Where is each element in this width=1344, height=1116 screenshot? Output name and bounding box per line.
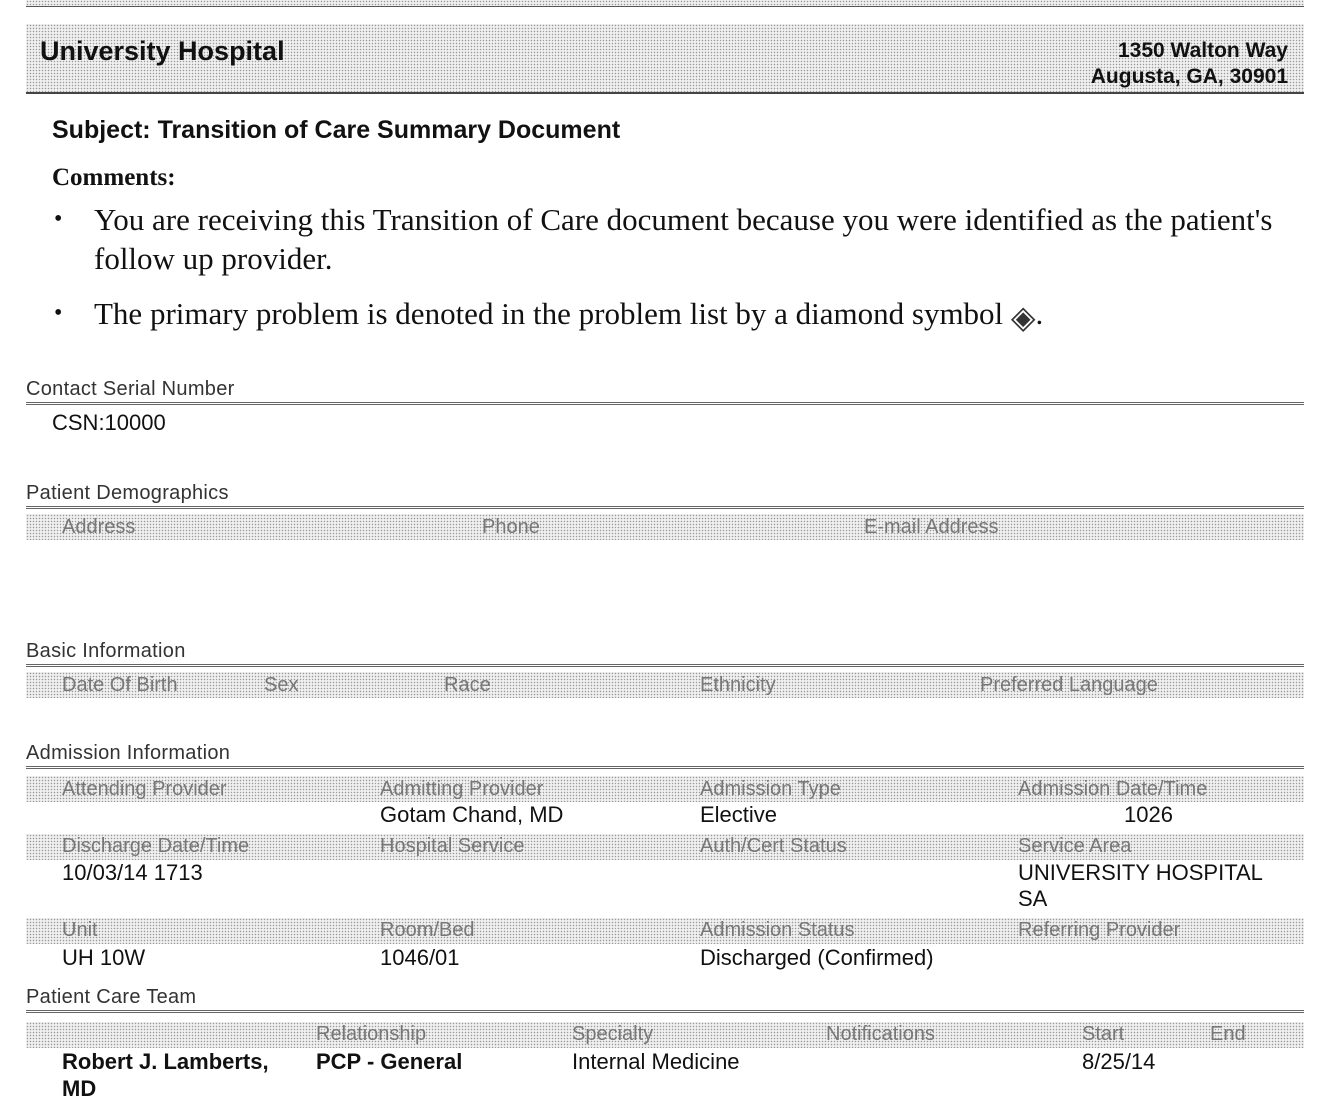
basic-info-section-title (26, 640, 1304, 667)
care-team-member-relationship: PCP - General (316, 1049, 463, 1074)
address-line-1: 1350 Walton Way (1118, 39, 1288, 62)
admission-section-title (26, 742, 1304, 769)
label-end: End (1210, 1023, 1246, 1045)
value-service-area-line1: UNIVERSITY HOSPITAL (1018, 860, 1263, 885)
label-admitting-provider: Admitting Provider (380, 778, 544, 800)
comment-item (52, 200, 1292, 278)
section-title-text: Contact Serial Number (26, 378, 235, 400)
contact-serial-section-title (26, 378, 1304, 405)
bullet-icon: • (54, 206, 63, 232)
hospital-name: University Hospital (40, 36, 285, 66)
care-team-member-name-line2: MD (62, 1076, 97, 1101)
document-subject: Subject: Transition of Care Summary Document (52, 116, 621, 144)
label-notifications: Notifications (826, 1023, 935, 1045)
care-team-section-title (26, 986, 1304, 1013)
value-admission-datetime: 1026 (1124, 802, 1173, 827)
label-auth-cert-status: Auth/Cert Status (700, 835, 847, 857)
top-border-strip (26, 0, 1304, 7)
comments-list (52, 200, 1292, 349)
label-hospital-service: Hospital Service (380, 835, 525, 857)
value-admission-status: Discharged (Confirmed) (700, 945, 934, 970)
value-admission-type: Elective (700, 802, 778, 827)
section-title-text: Patient Care Team (26, 986, 197, 1008)
comment-text: You are receiving this Transition of Care document because you were identified as the patient's follow up provider. (94, 202, 1273, 276)
diamond-icon: ◈ (1010, 298, 1036, 335)
label-referring-provider: Referring Provider (1018, 919, 1181, 941)
label-address: Address (62, 516, 136, 538)
label-unit: Unit (62, 919, 98, 941)
comment-item: • The primary problem is denoted in the problem list by a diamond symbol ◈. (54, 296, 1044, 335)
care-team-member-specialty: Internal Medicine (572, 1049, 740, 1074)
value-unit: UH 10W (62, 945, 146, 970)
section-title-text: Basic Information (26, 640, 186, 662)
label-admission-type: Admission Type (700, 778, 841, 800)
label-service-area: Service Area (1018, 835, 1132, 857)
care-team-member-name-line1: Robert J. Lamberts, (62, 1049, 269, 1074)
label-attending-provider: Attending Provider (62, 778, 227, 800)
comment-text: The primary problem is denoted in the problem list by a diamond symbol (94, 296, 1004, 331)
label-specialty: Specialty (572, 1023, 654, 1045)
label-sex: Sex (264, 674, 299, 696)
label-phone: Phone (482, 516, 540, 538)
section-title-text: Admission Information (26, 742, 231, 764)
hospital-address (1091, 38, 1288, 90)
demographics-section-title (26, 482, 1304, 509)
label-dob: Date Of Birth (62, 674, 178, 696)
section-title-text: Patient Demographics (26, 482, 229, 504)
label-start: Start (1082, 1023, 1125, 1045)
label-relationship: Relationship (316, 1023, 427, 1045)
label-discharge-datetime: Discharge Date/Time (62, 835, 250, 857)
value-service-area-line2: SA (1018, 886, 1048, 911)
address-line-2: Augusta, GA, 30901 (1090, 65, 1288, 88)
value-discharge-datetime: 10/03/14 1713 (62, 860, 203, 885)
label-preferred-language: Preferred Language (980, 674, 1158, 696)
label-email: E-mail Address (864, 516, 999, 538)
care-team-member-start: 8/25/14 (1082, 1049, 1156, 1074)
label-admission-status: Admission Status (700, 919, 855, 941)
csn-value: CSN:10000 (52, 410, 166, 435)
demographics-label-band (26, 514, 1304, 540)
value-room-bed: 1046/01 (380, 945, 460, 970)
label-room-bed: Room/Bed (380, 919, 475, 941)
value-admitting-provider: Gotam Chand, MD (380, 802, 564, 827)
bullet-icon: • (54, 300, 63, 326)
label-admission-datetime: Admission Date/Time (1018, 778, 1208, 800)
comments-heading: Comments: (52, 164, 176, 191)
label-race: Race (444, 674, 491, 696)
label-ethnicity: Ethnicity (700, 674, 776, 696)
